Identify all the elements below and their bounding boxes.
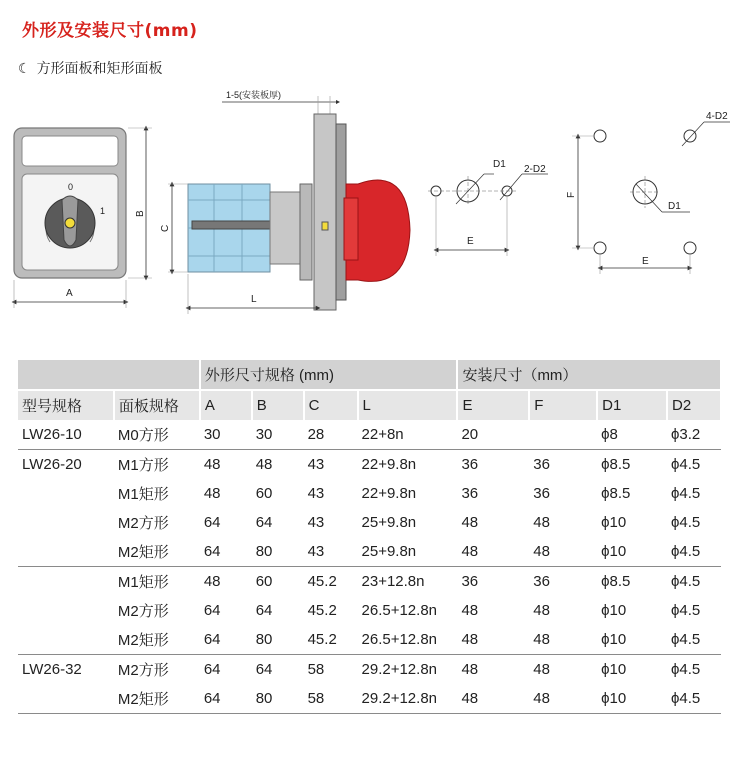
cell-c: 45.2 [307,631,337,648]
cell-f: 48 [529,655,597,685]
cell-d1: ϕ10 [601,602,627,619]
cell-c: 43 [307,514,325,531]
table-row [18,479,721,508]
column-header: D1 [597,390,667,420]
cell-b: 80 [252,684,304,714]
cell-a: 48 [203,485,221,502]
cell-d1: ϕ10 [597,655,667,685]
cell-a: 64 [203,514,221,531]
cell-d1: ϕ8 [601,426,618,443]
cell-panel: M2方形 [117,603,169,620]
side-view [160,89,410,314]
group-header-outline: 外形尺寸规格 (mm) [200,360,458,390]
column-header: A [200,390,252,420]
mounting-holes-4 [566,111,730,274]
dim-e-label-b: E [642,256,649,267]
cell-model [18,508,114,537]
table-column-header-row [18,390,721,420]
position-one-label: 1 [100,206,106,216]
group-header-install: 安装尺寸（mm） [457,360,721,390]
hole-d1b-label: D1 [668,201,681,212]
cell-model [18,479,114,508]
cell-a: 64 [203,543,221,560]
cell-a: 48 [200,450,252,480]
cell-l: 22+9.8n [361,485,417,502]
cell-c: 58 [304,655,358,685]
cell-b: 64 [255,514,273,531]
cell-c: 43 [304,450,358,480]
cell-c: 58 [304,684,358,714]
cell-c: 43 [307,485,325,502]
table-group-header-row [18,360,721,390]
cell-model [18,684,114,714]
column-header: E [457,390,529,420]
cell-l: 29.2+12.8n [358,655,458,685]
cell-e: 48 [461,543,479,560]
cell-d2: ϕ4.5 [667,567,721,597]
front-view [14,128,152,308]
cell-panel: M2矩形 [117,632,169,649]
cell-a: 30 [203,426,221,443]
cell-b: 64 [255,602,273,619]
cell-d2: ϕ4.5 [667,684,721,714]
column-header: 型号规格 [18,390,114,420]
position-zero-label: 0 [68,182,74,192]
table-row [18,596,721,625]
cell-f: 48 [533,543,550,560]
column-header: C [304,390,358,420]
dim-b-label: B [135,210,146,217]
cell-d2: ϕ4.5 [670,543,701,560]
cell-f: 48 [533,602,550,619]
cell-d2: ϕ4.5 [670,485,701,502]
table-row [18,567,721,597]
cell-c: 28 [307,426,325,443]
cell-e: 36 [461,485,479,502]
cell-c: 45.2 [307,602,337,619]
cell-b: 48 [252,450,304,480]
cell-l: 25+9.8n [361,543,417,560]
column-header: F [529,390,597,420]
cell-model [18,625,114,655]
cell-model: LW26-32 [18,655,114,685]
crescent-icon: ☾ [18,61,31,77]
cell-e: 36 [457,567,529,597]
table-row [18,655,721,685]
hole-2d2-label: 2-D2 [524,164,546,175]
dim-c-label: C [160,224,171,232]
cell-e: 48 [461,514,479,531]
cell-c: 43 [307,543,325,560]
subtitle-text: 方形面板和矩形面板 [36,61,163,77]
cell-d1: ϕ8.5 [597,450,667,480]
cell-panel: M1方形 [114,450,200,480]
cell-d2: ϕ4.5 [670,514,701,531]
dim-l-label: L [251,294,257,305]
cell-d1: ϕ8.5 [601,485,631,502]
cell-l: 26.5+12.8n [361,602,438,619]
table-row [18,537,721,567]
cell-panel: M0方形 [117,427,169,444]
cell-c: 45.2 [304,567,358,597]
plate-thickness-label: 1-5(安装板厚) [226,90,282,100]
column-header: D2 [667,390,721,420]
column-header: L [358,390,458,420]
table-row [18,625,721,655]
cell-f: 48 [533,514,550,531]
cell-l: 26.5+12.8n [361,631,438,648]
column-header: 面板规格 [114,390,200,420]
column-header: B [252,390,304,420]
cell-d1: ϕ10 [601,514,627,531]
cell-f: 36 [529,567,597,597]
cell-panel: M2方形 [114,655,200,685]
table-row [18,420,721,450]
cell-l: 29.2+12.8n [358,684,458,714]
cell-d2: ϕ4.5 [667,655,721,685]
dimension-table [18,360,722,714]
cell-d1: ϕ10 [601,631,627,648]
cell-panel: M1矩形 [114,567,200,597]
cell-model: LW26-10 [22,426,82,443]
cell-f [529,420,597,450]
cell-a: 64 [203,602,221,619]
cell-l: 22+8n [361,426,404,443]
table-row [18,684,721,714]
mounting-holes-2 [428,159,548,256]
cell-e: 48 [457,684,529,714]
group-header-blank [18,360,200,390]
hole-4d2-label: 4-D2 [706,111,728,122]
cell-a: 64 [200,684,252,714]
table-body [18,420,721,714]
dim-f-label: F [566,191,577,198]
cell-model: LW26-20 [18,450,114,480]
cell-b: 60 [255,485,273,502]
cell-d2: ϕ3.2 [670,426,701,443]
cell-e: 48 [461,631,479,648]
cell-b: 80 [255,543,273,560]
cell-f: 36 [533,485,550,502]
dim-a-label: A [66,288,73,299]
page-title: 外形及安装尺寸(mm) [22,21,198,41]
cell-a: 64 [203,631,221,648]
cell-b: 30 [255,426,273,443]
cell-e: 20 [461,426,479,443]
dimension-drawing [0,80,750,330]
cell-d1: ϕ10 [601,543,627,560]
cell-f: 48 [533,631,550,648]
cell-l: 22+9.8n [358,450,458,480]
cell-f: 36 [529,450,597,480]
cell-panel: M2矩形 [114,684,200,714]
cell-panel: M2矩形 [117,544,169,561]
cell-model [18,596,114,625]
cell-l: 23+12.8n [358,567,458,597]
cell-b: 64 [252,655,304,685]
cell-e: 36 [457,450,529,480]
cell-panel: M2方形 [117,515,169,532]
cell-model [18,537,114,567]
cell-l: 25+9.8n [361,514,417,531]
cell-d1: ϕ10 [597,684,667,714]
cell-d1: ϕ8.5 [597,567,667,597]
subtitle [18,58,163,78]
table-row [18,508,721,537]
cell-d2: ϕ4.5 [670,631,701,648]
cell-a: 48 [200,567,252,597]
cell-d2: ϕ4.5 [667,450,721,480]
dim-e-label-a: E [467,236,474,247]
cell-e: 48 [457,655,529,685]
hole-d1-label: D1 [493,159,506,170]
cell-panel: M1矩形 [117,486,169,503]
cell-model [18,567,114,597]
table-row [18,450,721,480]
cell-e: 48 [461,602,479,619]
cell-a: 64 [200,655,252,685]
cell-d2: ϕ4.5 [670,602,701,619]
cell-b: 60 [252,567,304,597]
cell-b: 80 [255,631,273,648]
cell-f: 48 [529,684,597,714]
